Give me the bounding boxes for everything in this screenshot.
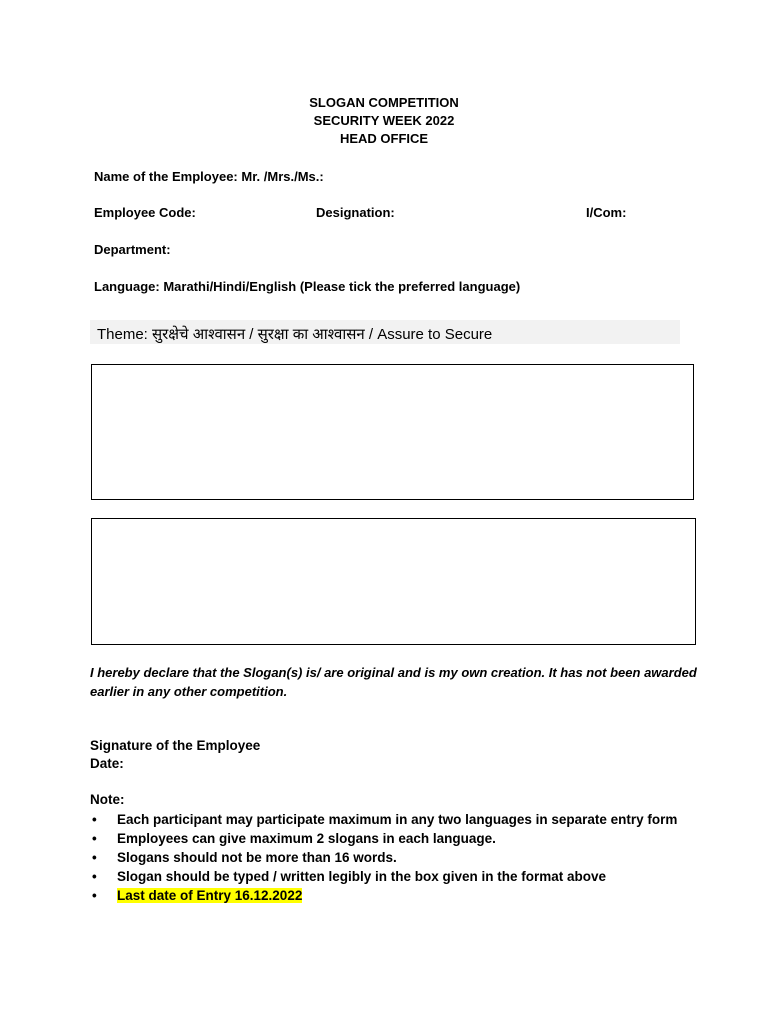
employee-name-label: Name of the Employee: Mr. /Mrs./Ms.:	[94, 169, 324, 184]
note-item-last-date	[90, 886, 710, 905]
icom-label: I/Com:	[586, 205, 627, 220]
note-item	[90, 810, 710, 829]
department-label: Department:	[94, 242, 171, 257]
note-item-text: Employees can give maximum 2 slogans in each language.	[117, 831, 496, 846]
language-label: Language: Marathi/Hindi/English (Please tick the preferred language)	[94, 279, 521, 294]
note-list	[90, 810, 710, 905]
note-item	[90, 867, 710, 886]
note-item-text: Slogans should not be more than 16 words.	[117, 850, 397, 865]
employee-code-label: Employee Code:	[94, 205, 196, 220]
date-label: Date:	[90, 756, 124, 771]
slogan-entry-box-1[interactable]	[91, 364, 694, 500]
declaration-text: I hereby declare that the Slogan(s) is/ are original and is my own creation. It has not been awarded earlier in any other competition.	[90, 665, 697, 699]
note-item-text: Each participant may participate maximum in any two languages in separate entry form	[117, 812, 678, 827]
note-title: Note:	[90, 792, 125, 807]
title-head-office: HEAD OFFICE	[339, 131, 429, 146]
last-date-highlight: Last date of Entry 16.12.2022	[117, 888, 303, 903]
note-item-text: Slogan should be typed / written legibly in the box given in the format above	[117, 869, 607, 884]
note-item	[90, 848, 710, 867]
designation-label: Designation:	[316, 205, 395, 220]
note-item	[90, 829, 710, 848]
title-slogan-competition: SLOGAN COMPETITION	[309, 95, 459, 110]
title-security-week: SECURITY WEEK 2022	[313, 113, 455, 128]
theme-text: Theme: सुरक्षेचे आश्वासन / सुरक्षा का आश्वासन / Assure to Secure	[97, 326, 493, 343]
slogan-entry-box-2[interactable]	[91, 518, 696, 645]
signature-label: Signature of the Employee	[90, 738, 261, 753]
